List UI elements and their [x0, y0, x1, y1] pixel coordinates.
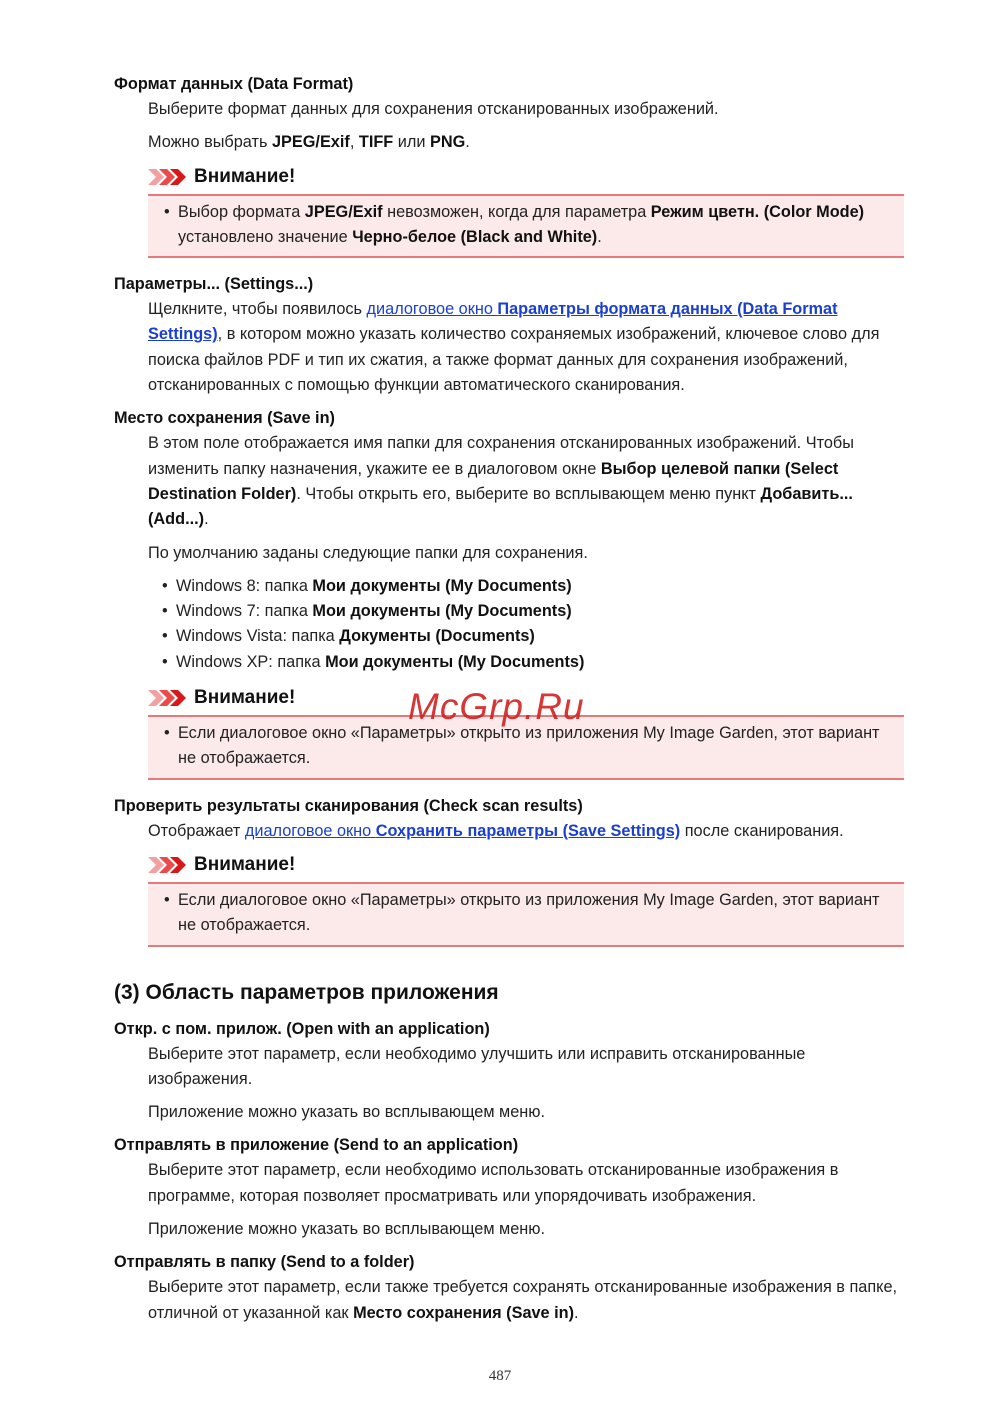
- paragraph: [148, 297, 904, 398]
- text-run: Выберите этот параметр, если необходимо использовать отсканированные изображения в программе, которая позволяет просматривать или упорядочивать изображения.: [148, 1161, 839, 1205]
- text-run: .: [465, 133, 470, 152]
- text-run: Приложение можно указать во всплывающем меню.: [148, 1220, 546, 1239]
- bullet-list: [162, 574, 904, 675]
- text-run: невозможен, когда для параметра: [382, 202, 651, 221]
- link[interactable]: Параметры формата данных (Data Format Settings): [148, 300, 838, 344]
- link[interactable]: диалоговое окно: [366, 300, 498, 319]
- warning-title: [148, 852, 904, 878]
- text-run: Выберите формат данных для сохранения отсканированных изображений.: [148, 100, 719, 118]
- text-run: Документы (Documents): [339, 627, 535, 646]
- text-run: По умолчанию заданы следующие папки для сохранения.: [148, 543, 588, 562]
- list-item: [162, 599, 904, 624]
- paragraph: [148, 431, 904, 532]
- text-run: Выберите этот параметр, если также требуется сохранять отсканированные изображения в папке, отличной от указанной как: [148, 1278, 898, 1322]
- list-item: [162, 650, 904, 675]
- warning-item: [164, 200, 892, 251]
- link[interactable]: Сохранить параметры (Save Settings): [375, 821, 681, 840]
- text-run: Выбор целевой папки (Select Destination Folder): [148, 459, 839, 503]
- text-run: PNG: [429, 133, 466, 152]
- warning-item: [164, 721, 892, 772]
- paragraph: [148, 1042, 904, 1093]
- text-run: JPEG/Exif: [304, 202, 383, 221]
- paragraph: [148, 1158, 904, 1209]
- text-run: .: [204, 510, 209, 529]
- text-run: Режим цветн. (Color Mode): [650, 202, 865, 221]
- text-run: Мои документы (My Documents): [312, 602, 572, 621]
- text-run: Мои документы (My Documents): [312, 576, 572, 595]
- text-run: Мои документы (My Documents): [325, 652, 585, 671]
- text-run: Выбор формата: [178, 202, 305, 221]
- text-run: Отправлять в приложение (Send to an application): [114, 1136, 519, 1155]
- text-run: Черно-белое (Black and White): [352, 227, 598, 246]
- text-run: Приложение можно указать во всплывающем меню.: [148, 1103, 546, 1122]
- heading: [114, 794, 904, 819]
- text-run: Windows 8: папка: [176, 576, 313, 595]
- warning-box: [148, 194, 904, 259]
- text-run: (3) Область параметров приложения: [114, 980, 499, 1004]
- text-run: Если диалоговое окно «Параметры» открыто из приложения My Image Garden, этот вариант не отображается.: [178, 890, 880, 935]
- heading: [114, 1017, 904, 1042]
- text-run: Формат данных (Data Format): [114, 75, 354, 93]
- warning-label: Внимание!: [194, 165, 296, 187]
- text-run: .: [574, 1303, 579, 1322]
- warning-title: [148, 164, 904, 190]
- heading: [114, 72, 904, 97]
- text-run: Добавить... (Add...): [148, 484, 853, 529]
- paragraph: [148, 1100, 904, 1125]
- warning-chevrons-icon: [148, 857, 188, 873]
- text-run: JPEG/Exif: [271, 133, 350, 152]
- paragraph: [148, 819, 904, 844]
- warning-label: Внимание!: [194, 853, 296, 875]
- text-run: Можно выбрать: [148, 133, 272, 152]
- text-run: Отправлять в папку (Send to a folder): [114, 1253, 415, 1272]
- text-run: установлено значение: [178, 227, 353, 246]
- link[interactable]: диалоговое окно: [244, 821, 376, 840]
- text-run: после сканирования.: [680, 821, 844, 840]
- warning-label: Внимание!: [194, 687, 296, 709]
- text-run: Место сохранения (Save in): [114, 409, 335, 428]
- text-run: Если диалоговое окно «Параметры» открыто из приложения My Image Garden, этот вариант не отображается.: [178, 724, 880, 768]
- paragraph: [148, 541, 904, 566]
- paragraph: [148, 1217, 904, 1242]
- heading: [114, 272, 904, 297]
- warning-chevrons-icon: [148, 169, 188, 185]
- text-run: Проверить результаты сканирования (Check scan results): [114, 796, 583, 815]
- text-run: TIFF: [358, 133, 394, 152]
- watermark: McGrp.Ru: [408, 686, 585, 727]
- text-run: Место сохранения (Save in): [353, 1303, 575, 1322]
- warning-list: [164, 200, 892, 251]
- list-item: [162, 574, 904, 599]
- paragraph: [148, 130, 904, 155]
- text-run: Windows 7: папка: [176, 602, 313, 621]
- paragraph: [148, 1275, 904, 1326]
- text-run: Windows XP: папка: [176, 652, 326, 671]
- text-run: или: [393, 133, 430, 152]
- warning-item: [164, 888, 892, 939]
- text-run: Выберите этот параметр, если необходимо улучшить или исправить отсканированные изображения.: [148, 1044, 806, 1088]
- paragraph: [148, 97, 904, 122]
- warning-chevrons-icon: [148, 690, 188, 706]
- text-run: ,: [349, 133, 359, 152]
- warning-callout: [148, 164, 904, 259]
- section-heading: [114, 981, 904, 1005]
- text-run: Отображает: [148, 821, 245, 840]
- warning-list: [164, 721, 892, 772]
- text-run: Параметры... (Settings...): [114, 275, 314, 294]
- heading: [114, 1250, 904, 1275]
- warning-callout: [148, 852, 904, 947]
- text-run: Windows Vista: папка: [176, 627, 340, 646]
- warning-box: [148, 882, 904, 947]
- text-run: . Чтобы открыть его, выберите во всплывающем меню пункт: [296, 484, 761, 503]
- warning-list: [164, 888, 892, 939]
- text-run: Откр. с пом. прилож. (Open with an application): [114, 1019, 490, 1038]
- heading: [114, 406, 904, 431]
- text-run: В этом поле отображается имя папки для сохранения отсканированных изображений. Чтобы изменить папку назначения, укажите ее в диалоговом окне: [148, 434, 854, 478]
- page-number: 487: [488, 1368, 512, 1384]
- text-run: Щелкните, чтобы появилось: [148, 300, 367, 319]
- text-run: .: [597, 227, 602, 246]
- text-run: , в котором можно указать количество сохраняемых изображений, ключевое слово для поиска файлов PDF и тип их сжатия, а также формат данных для сохранения изображений, отсканированных с помощью функции автоматического сканирования.: [148, 325, 880, 395]
- heading: [114, 1133, 904, 1158]
- list-item: [162, 624, 904, 649]
